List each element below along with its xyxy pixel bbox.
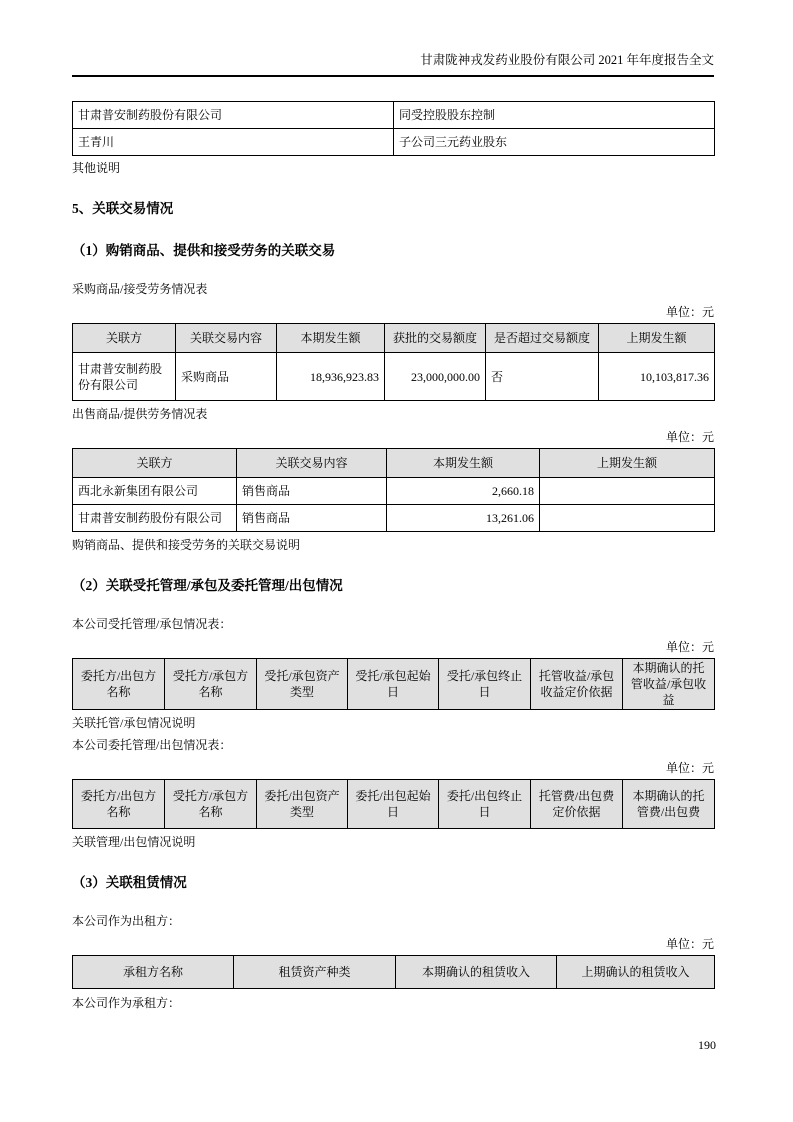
outsourced-table-caption: 本公司委托管理/出包情况表：	[72, 738, 232, 752]
current-amount-cell: 13,261.06	[387, 505, 540, 532]
prior-amount-cell	[540, 478, 715, 505]
unit-label: 单位：元	[665, 305, 714, 319]
related-party-cell: 甘肃普安制药股份有限公司	[73, 353, 176, 401]
column-header: 上期发生额	[540, 449, 715, 478]
unit-label: 单位：元	[665, 430, 714, 444]
sales-table-caption: 出售商品/提供劳务情况表	[72, 407, 208, 421]
related-party-cell: 甘肃普安制药股份有限公司	[73, 505, 237, 532]
table-row	[73, 478, 715, 505]
column-header: 本期发生额	[387, 449, 540, 478]
related-party-name-cell: 王青川	[73, 129, 394, 156]
table-header-row	[73, 449, 715, 478]
column-header: 获批的交易额度	[385, 324, 486, 353]
table-header-row	[73, 956, 715, 989]
column-header: 本期确认的托管费/出包费	[623, 780, 715, 829]
outsourced-management-table	[72, 779, 715, 829]
purchase-goods-table	[72, 323, 715, 401]
column-header: 托管收益/承包收益定价依据	[531, 659, 623, 710]
column-header: 承租方名称	[73, 956, 234, 989]
table-row	[73, 353, 715, 401]
table-header-row	[73, 780, 715, 829]
report-page	[72, 0, 714, 1011]
section-5-title: 5、关联交易情况	[72, 201, 174, 216]
related-party-relation-cell: 子公司三元药业股东	[394, 129, 715, 156]
unit-label: 单位：元	[665, 937, 714, 951]
lessor-caption: 本公司作为出租方：	[72, 914, 181, 928]
table-row	[73, 102, 715, 129]
column-header: 受托/承包终止日	[439, 659, 531, 710]
related-party-intro-table	[72, 101, 715, 156]
other-note-label: 其他说明	[72, 161, 121, 175]
related-party-name-cell: 甘肃普安制药股份有限公司	[73, 102, 394, 129]
column-header: 委托方/出包方名称	[73, 659, 165, 710]
table-header-row	[73, 659, 715, 710]
column-header: 关联方	[73, 324, 176, 353]
sales-goods-table	[72, 448, 715, 532]
column-header: 是否超过交易额度	[486, 324, 599, 353]
column-header: 委托/出包起始日	[348, 780, 439, 829]
approved-quota-cell: 23,000,000.00	[385, 353, 486, 401]
table-header-row	[73, 324, 715, 353]
column-header: 本期发生额	[277, 324, 385, 353]
table-row	[73, 129, 715, 156]
column-header: 受托/承包起始日	[348, 659, 439, 710]
entrusted-table-caption: 本公司受托管理/承包情况表：	[72, 617, 232, 631]
column-header: 受托方/承包方名称	[165, 659, 257, 710]
subsection-1-title: （1）购销商品、提供和接受劳务的关联交易	[72, 243, 336, 258]
lease-table	[72, 955, 715, 989]
column-header: 委托/出包终止日	[439, 780, 531, 829]
document-header-title: 甘肃陇神戎发药业股份有限公司 2021 年年度报告全文	[72, 52, 714, 77]
exceed-quota-cell: 否	[486, 353, 599, 401]
entrusted-management-table	[72, 658, 715, 710]
table-row	[73, 505, 715, 532]
column-header: 上期发生额	[599, 324, 715, 353]
column-header: 受托方/承包方名称	[165, 780, 257, 829]
outsourced-note: 关联管理/出包情况说明	[72, 835, 196, 849]
column-header: 关联交易内容	[176, 324, 277, 353]
transaction-content-cell: 销售商品	[237, 505, 387, 532]
unit-label: 单位：元	[665, 640, 714, 654]
lessee-caption: 本公司作为承租方：	[72, 996, 181, 1010]
related-party-relation-cell: 同受控股股东控制	[394, 102, 715, 129]
column-header: 托管费/出包费定价依据	[531, 780, 623, 829]
column-header: 委托方/出包方名称	[73, 780, 165, 829]
subsection-3-title: （3）关联租赁情况	[72, 875, 187, 890]
prior-amount-cell: 10,103,817.36	[599, 353, 715, 401]
purchase-table-caption: 采购商品/接受劳务情况表	[72, 282, 208, 296]
current-amount-cell: 2,660.18	[387, 478, 540, 505]
column-header: 本期确认的租赁收入	[396, 956, 557, 989]
entrusted-note: 关联托管/承包情况说明	[72, 716, 196, 730]
column-header: 委托/出包资产类型	[257, 780, 348, 829]
unit-label: 单位：元	[665, 761, 714, 775]
page-number: 190	[698, 1038, 716, 1052]
transaction-content-cell: 销售商品	[237, 478, 387, 505]
column-header: 受托/承包资产类型	[257, 659, 348, 710]
column-header: 租赁资产种类	[234, 956, 396, 989]
transaction-content-cell: 采购商品	[176, 353, 277, 401]
column-header: 关联交易内容	[237, 449, 387, 478]
related-party-cell: 西北永新集团有限公司	[73, 478, 237, 505]
column-header: 上期确认的租赁收入	[557, 956, 715, 989]
column-header: 关联方	[73, 449, 237, 478]
prior-amount-cell	[540, 505, 715, 532]
current-amount-cell: 18,936,923.83	[277, 353, 385, 401]
subsection-2-title: （2）关联受托管理/承包及委托管理/出包情况	[72, 578, 343, 593]
column-header: 本期确认的托管收益/承包收益	[623, 659, 715, 710]
purchase-sales-note: 购销商品、提供和接受劳务的关联交易说明	[72, 538, 301, 552]
